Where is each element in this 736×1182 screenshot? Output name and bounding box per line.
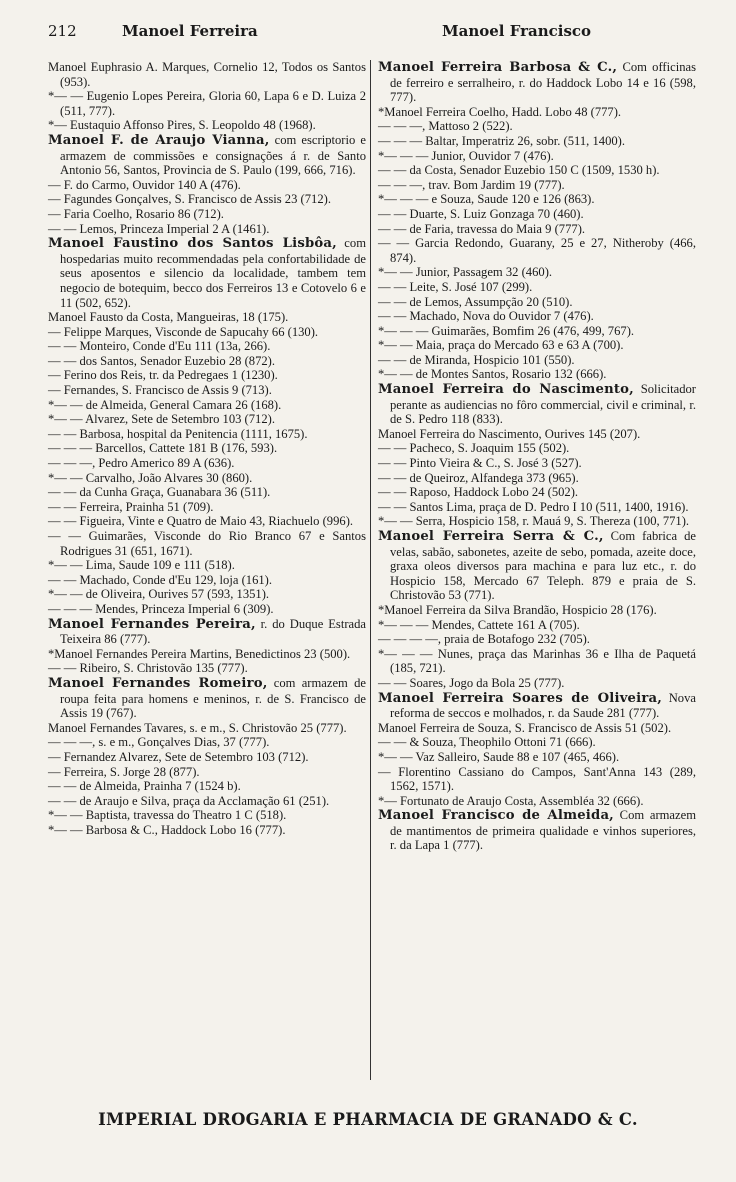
directory-entry — [48, 192, 366, 207]
entry-text: — Fernandez Alvarez, Sete de Setembro 103 (712). — [48, 749, 309, 764]
entry-text: *— — Junior, Passagem 32 (460). — [378, 265, 553, 280]
directory-entry-featured — [378, 529, 696, 603]
entry-text: — — Duarte, S. Luiz Gonzaga 70 (460). — [378, 206, 584, 221]
entry-text: *— — Baptista, travessa do Theatro 1 C (518). — [48, 808, 287, 823]
entry-text: *Manoel Ferreira da Silva Brandão, Hospicio 28 (176). — [378, 602, 657, 617]
entry-text: — — — Mendes, Princeza Imperial 6 (309). — [48, 601, 274, 616]
entry-text: Com officinas de ferreiro e serralheiro, r. do Haddock Lobo 14 e 16 (598, 777). — [390, 60, 697, 105]
left-column — [48, 60, 366, 837]
directory-entry — [48, 456, 366, 471]
directory-entry-featured — [48, 617, 366, 647]
entry-text: *Manoel Fernandes Pereira Martins, Benedictinos 23 (500). — [48, 646, 351, 661]
entry-name: Manoel Faustino dos Santos Lisbôa, — [48, 236, 337, 252]
entry-text: *— — Lima, Saude 109 e 111 (518). — [48, 558, 235, 573]
directory-entry — [48, 60, 366, 89]
directory-entry — [378, 280, 696, 295]
entry-name: Manoel Fernandes Romeiro, — [48, 675, 268, 691]
entry-text: com escriptorio e armazem de commissões e consignações á r. de Santo Antonio 56, Santos, Provincia de S. Paulo (199, 666, 716). — [60, 132, 366, 178]
entry-text: r. do Duque Estrada Teixeira 86 (777). — [60, 616, 366, 647]
entry-text: — — de Almeida, Prainha 7 (1524 b). — [48, 779, 241, 794]
entry-text: — — Barbosa, hospital da Penitencia (1111, 1675). — [48, 426, 308, 441]
entry-text: — — Guimarães, Visconde do Rio Branco 67 e Santos Rodrigues 31 (651, 1671). — [48, 529, 366, 558]
entry-text: *— Fortunato de Araujo Costa, Assembléa 32 (666). — [378, 793, 644, 808]
directory-entry — [378, 338, 696, 353]
directory-entry-featured — [378, 691, 696, 721]
directory-entry — [378, 647, 696, 676]
entry-text: — — de Lemos, Assumpção 20 (510). — [378, 294, 573, 309]
entry-text: — — Pacheco, S. Joaquim 155 (502). — [378, 441, 570, 456]
directory-entry — [378, 149, 696, 164]
directory-entry — [48, 823, 366, 838]
directory-entry — [378, 192, 696, 207]
directory-entry — [378, 721, 696, 736]
entry-text: — — de Faria, travessa do Maia 9 (777). — [378, 221, 586, 236]
directory-entry — [48, 427, 366, 442]
entry-text: *— — Vaz Salleiro, Saude 88 e 107 (465, 466). — [378, 749, 620, 764]
directory-entry — [48, 118, 366, 133]
directory-entry — [378, 105, 696, 120]
directory-entry — [48, 558, 366, 573]
directory-entry — [48, 587, 366, 602]
directory-entry — [48, 794, 366, 809]
right-column — [378, 60, 696, 853]
entry-text: *— — — Guimarães, Bomfim 26 (476, 499, 767). — [378, 323, 635, 338]
entry-text: — — — Barcellos, Cattete 181 B (176, 593). — [48, 441, 278, 456]
entry-text: *— — de Montes Santos, Rosario 132 (666). — [378, 367, 607, 382]
right-running-title: Manoel Francisco — [442, 22, 592, 40]
directory-entry — [48, 573, 366, 588]
directory-entry — [48, 500, 366, 515]
directory-entry — [378, 735, 696, 750]
directory-entry — [378, 163, 696, 178]
entry-text: — — Figueira, Vinte e Quatro de Maio 43, Riachuelo (996). — [48, 514, 354, 529]
directory-entry — [378, 427, 696, 442]
entry-text: — — Machado, Conde d'Eu 129, loja (161). — [48, 572, 273, 587]
entry-text: — Fernandes, S. Francisco de Assis 9 (713). — [48, 383, 272, 398]
entry-text: *— — Serra, Hospicio 158, r. Mauá 9, S. Thereza (100, 771). — [378, 514, 690, 529]
directory-entry — [48, 721, 366, 736]
entry-text: — — —, Mattoso 2 (522). — [378, 119, 513, 134]
entry-text: Com fabrica de velas, sabão, sabonetes, azeite de sebo, pomada, azeite doce, graxa oleos diversos para machina e para luz etc., r. do Hospicio 158, Mercado 67 Teleph. 879 e praia de S. Christovão 53 (771). — [390, 529, 697, 603]
entry-text: *Manoel Ferreira Coelho, Hadd. Lobo 48 (777). — [378, 104, 622, 119]
page-number: 212 — [48, 22, 77, 40]
directory-entry — [378, 441, 696, 456]
directory-entry — [48, 89, 366, 118]
directory-entry-featured — [48, 676, 366, 721]
directory-entry — [48, 735, 366, 750]
directory-entry — [378, 794, 696, 809]
entry-text: — — — Baltar, Imperatriz 26, sobr. (511, 1400). — [378, 133, 626, 148]
page-header — [48, 22, 700, 44]
directory-entry — [378, 514, 696, 529]
directory-entry — [48, 485, 366, 500]
directory-entry-featured — [378, 382, 696, 427]
directory-entry — [378, 207, 696, 222]
entry-text: *— — — Nunes, praça das Marinhas 36 e Ilha de Paquetá (185, 721). — [378, 646, 696, 676]
directory-entry-featured — [378, 60, 696, 105]
directory-entry — [378, 500, 696, 515]
directory-entry — [378, 309, 696, 324]
entry-name: Manoel Francisco de Almeida, — [378, 808, 614, 824]
entry-text: Manoel Fernandes Tavares, s. e m., S. Christovão 25 (777). — [48, 720, 347, 735]
entry-text: — — Raposo, Haddock Lobo 24 (502). — [378, 485, 579, 500]
directory-entry — [48, 398, 366, 413]
directory-entry — [48, 514, 366, 529]
directory-entry — [48, 779, 366, 794]
entry-name: Manoel Ferreira do Nascimento, — [378, 382, 634, 398]
entry-text: Nova reforma de seccos e molhados, r. da Saude 281 (777). — [390, 690, 696, 721]
directory-entry — [48, 354, 366, 369]
entry-text: *— — — e Souza, Saude 120 e 126 (863). — [378, 192, 595, 207]
entry-text: — Faria Coelho, Rosario 86 (712). — [48, 206, 224, 221]
entry-text: — — Lemos, Princeza Imperial 2 A (1461). — [48, 221, 270, 236]
entry-text: — — & Souza, Theophilo Ottoni 71 (666). — [378, 735, 596, 750]
directory-entry — [378, 324, 696, 339]
entry-text: — — Santos Lima, praça de D. Pedro I 10 (511, 1400, 1916). — [378, 499, 689, 514]
directory-entry — [48, 647, 366, 662]
entry-text: *— — de Almeida, General Camara 26 (168). — [48, 397, 282, 412]
entry-text: *— — Carvalho, João Alvares 30 (860). — [48, 470, 253, 485]
directory-entry — [48, 178, 366, 193]
directory-entry — [378, 603, 696, 618]
directory-entry — [48, 412, 366, 427]
entry-text: *— — — Junior, Ouvidor 7 (476). — [378, 148, 554, 163]
directory-entry — [48, 339, 366, 354]
directory-entry — [378, 632, 696, 647]
directory-entry-featured — [48, 133, 366, 178]
entry-text: *— — Alvarez, Sete de Setembro 103 (712). — [48, 412, 275, 427]
directory-entry — [378, 765, 696, 794]
entry-text: — Felippe Marques, Visconde de Sapucahy 66 (130). — [48, 324, 319, 339]
entry-text: *— — Maia, praça do Mercado 63 e 63 A (700). — [378, 338, 624, 353]
advertisement-footer: IMPERIAL DROGARIA E PHARMACIA DE GRANADO & C. — [98, 1110, 638, 1129]
directory-entry-featured — [48, 236, 366, 310]
directory-entry — [48, 310, 366, 325]
directory-entry — [48, 765, 366, 780]
directory-entry — [378, 618, 696, 633]
directory-entry — [48, 661, 366, 676]
directory-entry — [378, 134, 696, 149]
entry-text: — — Machado, Nova do Ouvidor 7 (476). — [378, 309, 594, 324]
entry-text: — — —, s. e m., Gonçalves Dias, 37 (777). — [48, 735, 270, 750]
directory-entry — [48, 222, 366, 237]
entry-text: com hospedarias muito recommendadas pela confortabilidade de seus aposentos e silencio da localidade, tambem tem negocio de botequim, becco dos Ferreiros 13 e Cotovelo 6 e 11 (502, 652). — [60, 236, 366, 310]
directory-entry — [378, 750, 696, 765]
entry-text: — — Garcia Redondo, Guarany, 25 e 27, Nitheroby (466, 874). — [378, 236, 696, 265]
directory-entry — [48, 808, 366, 823]
directory-entry — [48, 529, 366, 558]
directory-entry — [48, 383, 366, 398]
entry-text: Manoel Fausto da Costa, Mangueiras, 18 (175). — [48, 310, 289, 325]
entry-text: *— — — Mendes, Cattete 161 A (705). — [378, 617, 580, 632]
directory-entry — [378, 353, 696, 368]
entry-text: — — Pinto Vieira & C., S. José 3 (527). — [378, 456, 582, 471]
directory-entry — [378, 676, 696, 691]
directory-entry — [378, 367, 696, 382]
entry-text: — Fagundes Gonçalves, S. Francisco de Assis 23 (712). — [48, 192, 331, 207]
entry-text: — — dos Santos, Senador Euzebio 28 (872). — [48, 353, 276, 368]
entry-text: — — Ribeiro, S. Christovão 135 (777). — [48, 661, 248, 676]
entry-text: — — Ferreira, Prainha 51 (709). — [48, 499, 214, 514]
entry-text: — — — —, praia de Botafogo 232 (705). — [378, 632, 590, 647]
entry-text: — — —, Pedro Americo 89 A (636). — [48, 456, 235, 471]
entry-text: — Ferino dos Reis, tr. da Pedregaes 1 (1230). — [48, 368, 278, 383]
directory-entry — [378, 178, 696, 193]
entry-text: — — da Cunha Graça, Guanabara 36 (511). — [48, 485, 271, 500]
entry-text: — — de Queiroz, Alfandega 373 (965). — [378, 470, 579, 485]
left-running-title: Manoel Ferreira — [122, 22, 258, 40]
entry-text: — — Monteiro, Conde d'Eu 111 (13a, 266). — [48, 339, 271, 354]
entry-text: — — Leite, S. José 107 (299). — [378, 279, 533, 294]
entry-text: *— Eustaquio Affonso Pires, S. Leopoldo 48 (1968). — [48, 118, 316, 133]
entry-text: Com armazem de mantimentos de primeira qualidade e vinhos superiores, r. da Lapa 1 (777). — [390, 808, 696, 853]
entry-text: *— — Barbosa & C., Haddock Lobo 16 (777). — [48, 822, 286, 837]
entry-text: — F. do Carmo, Ouvidor 140 A (476). — [48, 177, 241, 192]
directory-entry — [48, 471, 366, 486]
entry-text: Manoel Ferreira do Nascimento, Ourives 145 (207). — [378, 426, 641, 441]
directory-entry — [378, 222, 696, 237]
entry-text: Solicitador perante as audiencias no fôro commercial, civil e criminal, r. de S. Pedro 118 (833). — [390, 382, 696, 427]
column-divider — [370, 60, 371, 1080]
directory-entry-featured — [378, 808, 696, 853]
directory-entry — [378, 236, 696, 265]
entry-text: — — de Miranda, Hospicio 101 (550). — [378, 352, 575, 367]
directory-entry — [378, 456, 696, 471]
entry-text: *— — de Oliveira, Ourives 57 (593, 1351). — [48, 587, 270, 602]
entry-text: Manoel Ferreira de Souza, S. Francisco de Assis 51 (502). — [378, 720, 672, 735]
entry-text: Manoel Euphrasio A. Marques, Cornelio 12, Todos os Santos (953). — [48, 60, 366, 89]
directory-entry — [48, 207, 366, 222]
entry-name: Manoel F. de Araujo Vianna, — [48, 132, 270, 148]
directory-entry — [48, 441, 366, 456]
directory-entry — [48, 602, 366, 617]
directory-entry — [48, 368, 366, 383]
directory-entry — [48, 325, 366, 340]
entry-name: Manoel Ferreira Barbosa & C., — [378, 60, 618, 75]
directory-entry — [378, 265, 696, 280]
entry-text: — Florentino Cassiano do Campos, Sant'Anna 143 (289, 1562, 1571). — [378, 764, 696, 794]
entry-text: *— — Eugenio Lopes Pereira, Gloria 60, Lapa 6 e D. Luiza 2 (511, 777). — [48, 89, 366, 118]
entry-text: — Ferreira, S. Jorge 28 (877). — [48, 764, 200, 779]
directory-entry — [378, 119, 696, 134]
entry-text: — — de Araujo e Silva, praça da Acclamação 61 (251). — [48, 793, 330, 808]
entry-text: com armazem de roupa feita para homens e meninos, r. de S. Francisco de Assis 19 (767). — [60, 675, 366, 721]
entry-name: Manoel Ferreira Serra & C., — [378, 529, 604, 544]
directory-entry — [378, 295, 696, 310]
directory-entry — [378, 485, 696, 500]
entry-text: — — da Costa, Senador Euzebio 150 C (1509, 1530 h). — [378, 163, 660, 178]
entry-name: Manoel Fernandes Pereira, — [48, 616, 256, 632]
entry-name: Manoel Ferreira Soares de Oliveira, — [378, 690, 663, 706]
entry-text: — — —, trav. Bom Jardim 19 (777). — [378, 177, 565, 192]
directory-entry — [48, 750, 366, 765]
entry-text: — — Soares, Jogo da Bola 25 (777). — [378, 675, 565, 690]
directory-entry — [378, 471, 696, 486]
